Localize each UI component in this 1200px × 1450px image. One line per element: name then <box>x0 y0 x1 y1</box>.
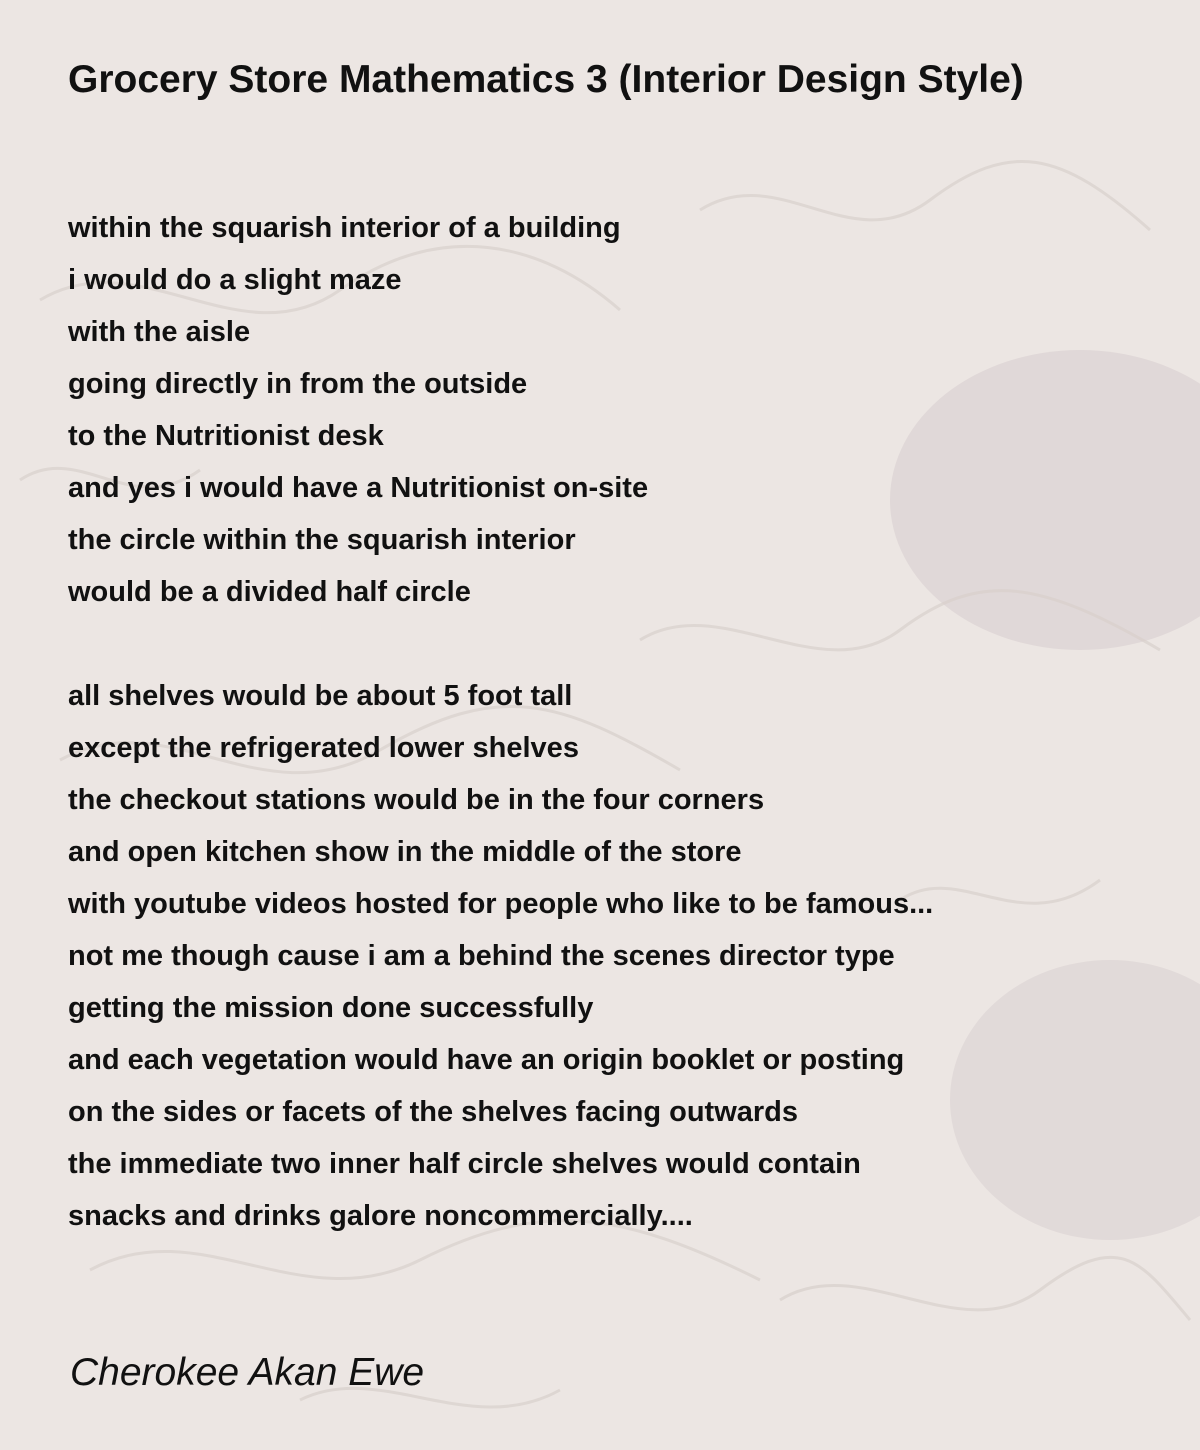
poem-line: with youtube videos hosted for people who like to be famous... <box>68 888 934 920</box>
poem-line: snacks and drinks galore noncommercially.... <box>68 1200 693 1232</box>
poem-line: and each vegetation would have an origin booklet or posting <box>68 1044 905 1076</box>
poem-line: going directly in from the outside <box>68 368 528 400</box>
poem-title: Grocery Store Mathematics 3 (Interior Design Style) <box>68 58 1024 101</box>
poem-line: getting the mission done successfully <box>68 992 594 1024</box>
poem-line: on the sides or facets of the shelves facing outwards <box>68 1096 799 1128</box>
poem-line: would be a divided half circle <box>68 576 471 608</box>
poem-line: the circle within the squarish interior <box>68 524 576 556</box>
poem-line: and yes i would have a Nutritionist on-site <box>68 472 649 504</box>
poem-line: within the squarish interior of a building <box>68 212 621 244</box>
poem-line: the immediate two inner half circle shelves would contain <box>68 1148 861 1180</box>
poem-line: the checkout stations would be in the four corners <box>68 784 765 816</box>
stanza-1 <box>68 202 648 618</box>
poem-line: to the Nutritionist desk <box>68 420 384 452</box>
poem-line: not me though cause i am a behind the scenes director type <box>68 940 895 972</box>
poem-line: and open kitchen show in the middle of the store <box>68 836 742 868</box>
poem-line: with the aisle <box>68 316 251 348</box>
poem-line: except the refrigerated lower shelves <box>68 732 579 764</box>
poem-line: i would do a slight maze <box>68 264 402 296</box>
poem-author: Cherokee Akan Ewe <box>70 1351 425 1394</box>
poem-line: all shelves would be about 5 foot tall <box>68 680 573 712</box>
stanza-2 <box>68 670 933 1242</box>
